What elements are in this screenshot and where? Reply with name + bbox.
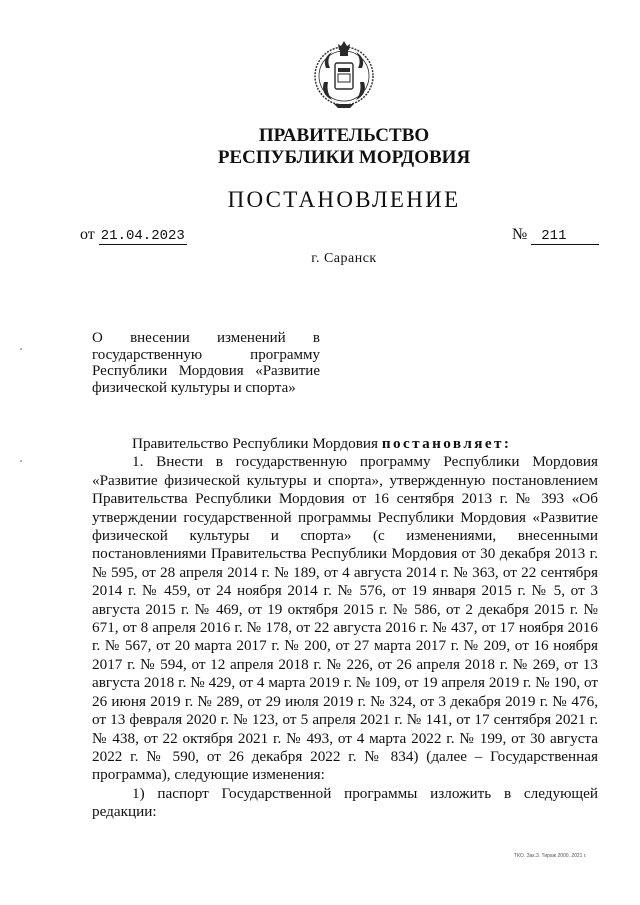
document-type-title: ПОСТАНОВЛЕНИЕ: [227, 187, 461, 212]
subject-line: физической культуры и спорта»: [92, 379, 296, 396]
intro-verb: постановляет:: [381, 435, 512, 452]
paragraph-2: 1) паспорт Государственной программы изложить в следующей редакции:: [92, 784, 598, 821]
government-title-line2: РЕСПУБЛИКИ МОРДОВИЯ: [217, 147, 471, 168]
print-mark: ТКО. Зак.3. Тираж 2000. 2021 г.: [514, 853, 587, 859]
decree-date: 21.04.2023: [100, 228, 185, 244]
number-prefix: №: [512, 226, 528, 243]
government-title-line1: ПРАВИТЕЛЬСТВО: [258, 125, 430, 146]
subject-line: государственную программу: [92, 346, 320, 363]
decree-date-row: [80, 226, 187, 245]
decree-body: [92, 435, 598, 822]
decree-subject: [92, 330, 320, 396]
coat-of-arms-emblem-icon: [312, 38, 376, 112]
date-prefix: от: [80, 226, 95, 243]
subject-line: О внесении изменений в: [92, 330, 320, 346]
decree-number: 211: [531, 228, 599, 245]
subject-line: Республики Мордовия «Развитие: [92, 363, 320, 379]
margin-dot: [20, 348, 22, 350]
intro-paragraph: [92, 435, 598, 453]
decree-number-row: [512, 226, 599, 245]
margin-dot: [20, 460, 22, 462]
intro-text: Правительство Республики Мордовия: [132, 435, 379, 452]
city-name: г. Саранск: [311, 251, 377, 266]
paragraph-1: 1. Внести в государственную программу Республики Мордовия «Развитие физической культуры и спорта», утвержденную постановлением Правительства Республики Мордовия от 16 сентября 2013 г. № 393 «Об утверждении государственной программы Республики Мордовия «Развитие физической культуры и спорта» (с изменениями, внесенными постановлениями Правительства Республики Мордовия от 30 декабря 2013 г. № 595, от 28 апреля 2014 г. № 189, от 4 августа 2014 г. № 363, от 22 сентября 2014 г. № 459, от 24 ноября 2014 г. № 576, от 19 января 2015 г. № 5, от 3 августа 2015 г. № 469, от 19 октября 2015 г. № 586, от 2 декабря 2015 г. № 671, от 8 апреля 2016 г. № 178, от 22 августа 2016 г. № 437, от 17 ноября 2016 г. № 567, от 20 марта 2017 г. № 200, от 27 марта 2017 г. № 209, от 16 ноября 2017 г. № 594, от 12 апреля 2018 г. № 226, от 26 апреля 2018 г. № 269, от 13 августа 2018 г. № 429, от 4 марта 2019 г. № 109, от 19 апреля 2019 г. № 190, от 26 июня 2019 г. № 289, от 29 июля 2019 г. № 324, от 3 декабря 2019 г. № 476, от 13 февраля 2020 г. № 123, от 5 апреля 2021 г. № 141, от 17 сентября 2021 г. № 438, от 22 октября 2021 г. № 493, от 4 марта 2022 г. № 199, от 30 августа 2022 г. № 590, от 26 декабря 2022 г. № 834) (далее – Государственная программа), следующие изменения:: [92, 453, 598, 784]
